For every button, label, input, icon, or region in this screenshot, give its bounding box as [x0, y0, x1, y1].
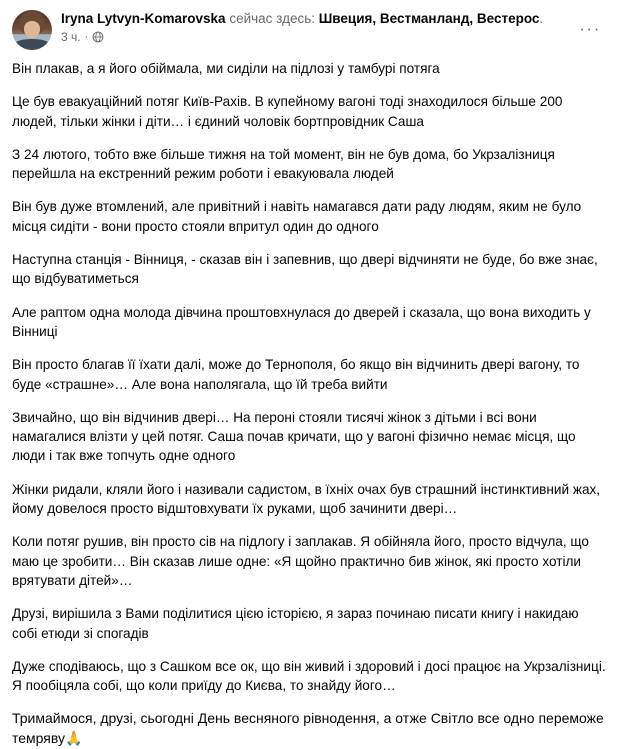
avatar-face: [24, 21, 40, 38]
post-paragraph: З 24 лютого, тобто вже більше тижня на той момент, він не був дома, бо Укрзалізниця перейшла на екстренний режим роботи і евакуювала людей: [12, 146, 555, 182]
post-paragraph: Жінки ридали, кляли його і називали садистом, в їхніх очах був страшний інстинктивний жах, йому довелося просто відштовхувати їх руками, щоб зачинити двері…: [12, 481, 601, 517]
author-line: [61, 11, 607, 28]
post-paragraph: Друзі, вирішила з Вами поділитися цією історією, я зараз починаю писати книгу і накидаю собі етюди зі спогадів: [12, 606, 579, 641]
post-paragraph: Але раптом одна молода дівчина проштовхнулася до дверей і сказала, що вона виходить у Вінниці: [12, 304, 591, 339]
post-paragraph: Тримаймося, друзі, сьогодні День весняного рівнодення, а отже Світло все одно переможе темряву🙏: [12, 710, 604, 747]
avatar[interactable]: [12, 10, 52, 50]
post-meta: [61, 30, 607, 45]
post-paragraph: Наступна станція - Вінниця, - сказав він і запевнив, що двері відчиняти не буде, бо вже знає, що відбуватиметься: [12, 252, 598, 287]
author-name[interactable]: Iryna Lytvyn-Komarovska: [61, 11, 226, 26]
post-paragraph: Дуже сподіваюсь, що з Сашком все ок, що він живий і здоровий і досі працює на Укрзалізниці. Я пообіцяла собі, що коли приїду до Києва, то знайду його…: [12, 658, 606, 694]
post-paragraph: Він просто благав її їхати далі, може до Тернополя, бо якщо він відчинить двері вагону, то буде «страшне»… Але вона наполягала, що їй треба вийти: [12, 357, 580, 392]
meta-separator: ·: [84, 30, 89, 43]
checkin-suffix: .: [539, 11, 544, 26]
post-more-options-button[interactable]: ···: [579, 19, 601, 38]
avatar-shirt: [14, 39, 50, 50]
post-paragraph: Коли потяг рушив, він просто сів на підлогу і заплакав. Я обійняла його, просто відчула, що маю це зробити… Він сказав лише одне: «Я щойно практично бив жінок, які просто хотіли врятувати дітей»…: [12, 534, 589, 588]
post-paragraph: Він був дуже втомлений, але привітний і навіть намагався дати раду людям, яким не було місця сидіти - вони просто стояли впритул один до одного: [12, 199, 582, 234]
post-paragraph: Звичайно, що він відчинив двері… На пероні стояли тисячі жінок з дітьми і всі вони намагалися влізти у цей потяг. Саша почав кричати, що у вагоні фізично немає місця, що люди і так вже топчуть одне одного: [12, 409, 576, 464]
post-header-text: [61, 10, 607, 45]
post-paragraph: Він плакав, а я його обіймала, ми сиділи на підлозі у тамбурі потяга: [12, 61, 440, 76]
globe-icon[interactable]: [92, 31, 104, 43]
post-timestamp[interactable]: 3 ч.: [61, 29, 81, 44]
checkin-prefix: сейчас здесь:: [225, 11, 319, 26]
post-paragraph: Це був евакуаційний потяг Київ-Рахів. В купейному вагоні тоді знаходилося більше 200 людей, тільки жінки і діти… і єдиний чоловік бортпровідник Саша: [12, 94, 563, 129]
checkin-place[interactable]: Швеция, Вестманланд, Вестерос: [318, 11, 540, 26]
post-body: [12, 59, 607, 749]
post-header: [12, 10, 607, 50]
